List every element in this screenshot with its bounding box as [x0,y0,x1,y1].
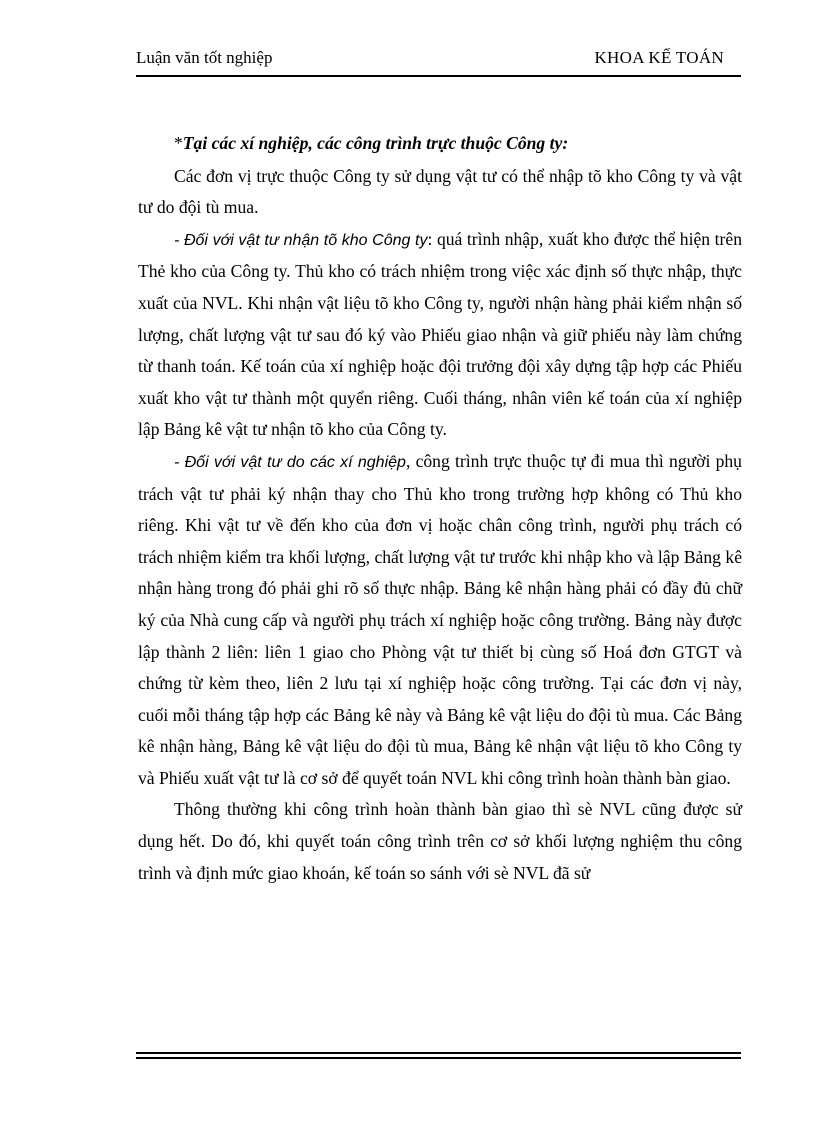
header-divider [136,75,741,77]
heading-bullet: * [174,133,183,153]
paragraph-settlement: Thông thường khi công trình hoàn thành bàn giao thì sè NVL cũng được sử dụng hết. Do đó, khi quyết toán công trình trên cơ sở khối lượng nghiệm thu công trình và định mức giao khoán, kế toán so sánh với sè NVL đã sử [138,799,742,883]
page-header [136,48,724,72]
paragraph-company-stock-lead: - Đối với vật tư nhận tõ kho Công ty [174,231,428,249]
paragraph-company-stock [138,224,742,446]
paragraph-company-stock-text: : quá trình nhập, xuất kho được thể hiện trên Thẻ kho của Công ty. Thủ kho có trách nhiệm trong việc xác định số thực nhập, thực xuất của NVL. Khi nhận vật liệu tõ kho Công ty, người nhận hàng phải kiểm nhận số lượng, chất lượng vật tư sau đó ký vào Phiếu giao nhận và giữ phiếu này làm chứng từ thanh toán. Kế toán của xí nghiệp hoặc đội trưởng đội xây dựng tập hợp các Phiếu xuất kho vật tư thành một quyển riêng. Cuối tháng, nhân viên kế toán của xí nghiệp lập Bảng kê vật tư nhận tõ kho của Công ty. [138,228,742,440]
section-heading-text: Tại các xí nghiệp, các công trình trực thuộc Công ty: [182,133,569,153]
footer-divider-bottom [136,1057,741,1059]
header-thesis-label: Luận văn tốt nghiệp [136,48,273,67]
document-body [138,128,742,889]
paragraph-units: Các đơn vị trực thuộc Công ty sử dụng vật tư có thể nhập tõ kho Công ty và vật tư do đội tù mua. [138,165,742,218]
paragraph-self-purchase [138,446,742,795]
paragraph-self-purchase-text: , công trình trực thuộc tự đi mua thì người phụ trách vật tư phải ký nhận thay cho Thủ kho trong trường hợp không có Thủ kho riêng. Khi vật tư về đến kho của đơn vị hoặc chân công trình, người phụ trách có trách nhiệm kiểm tra khối lượng, chất lượng vật tư trước khi nhập kho và lập Bảng kê nhận hàng trong đó phải ghi rõ số thực nhập. Bảng kê nhận hàng phải có đầy đủ chữ ký của Nhà cung cấp và người phụ trách xí nghiệp hoặc công trường. Bảng này được lập thành 2 liên: liên 1 giao cho Phòng vật tư thiết bị cùng số Hoá đơn GTGT và chứng từ kèm theo, liên 2 lưu tại xí nghiệp hoặc công trường. Tại các đơn vị này, cuối mỗi tháng tập hợp các Bảng kê này và Bảng kê vật liệu do đội tù mua. Các Bảng kê nhận hàng, Bảng kê vật liệu do đội tù mua, Bảng kê nhận vật liệu tõ kho Công ty và Phiếu xuất vật tư là cơ sở để quyết toán NVL khi công trình hoàn thành bàn giao. [138,450,742,788]
section-heading [138,128,742,160]
header-faculty-label: KHOA KẾ TOÁN [594,48,724,67]
footer-divider-top [136,1052,741,1054]
paragraph-self-purchase-lead: - Đối với vật tư do các xí nghiệp [174,453,406,471]
